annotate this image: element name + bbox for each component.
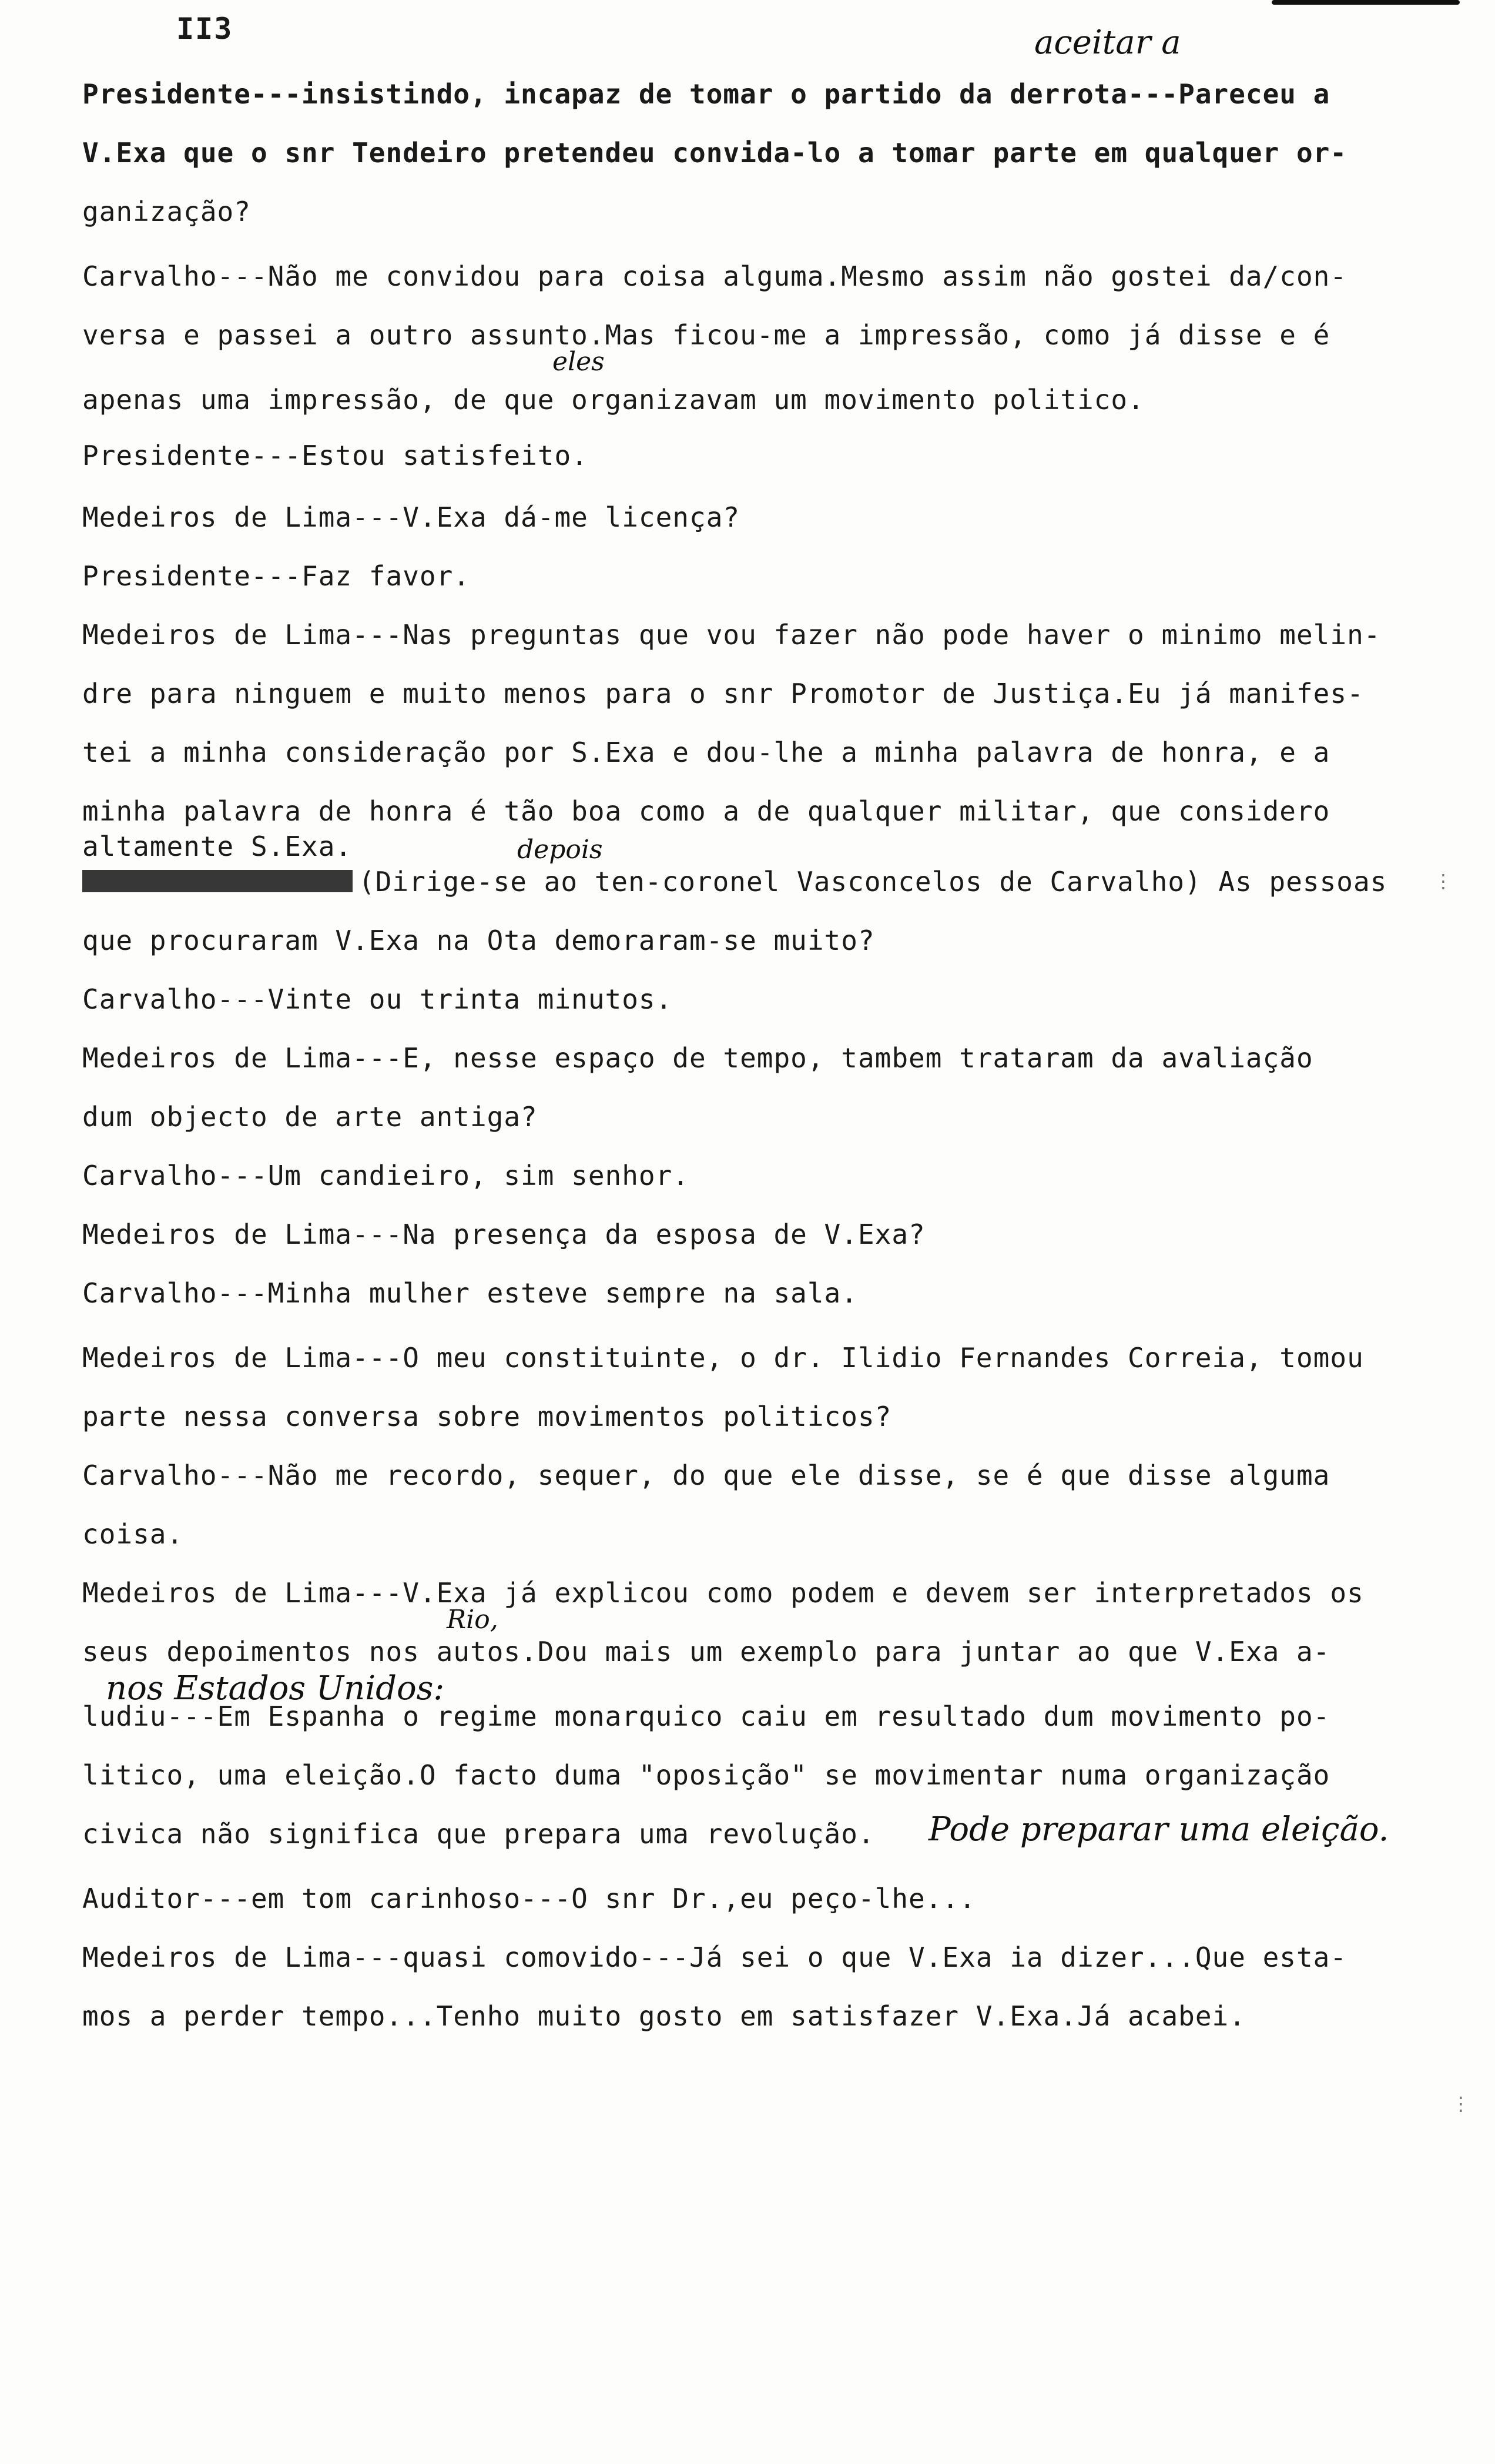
text-line: Carvalho---Vinte ou trinta minutos. [82, 983, 673, 1015]
text-line: seus depoimentos nos autos.Dou mais um exemplo para juntar ao que V.Exa a- [82, 1636, 1330, 1668]
struck-out-text [82, 870, 353, 892]
handwritten-note: aceitar a [1034, 24, 1181, 62]
text-line: Medeiros de Lima---O meu constituinte, o dr. Ilidio Fernandes Correia, tomou [82, 1342, 1364, 1374]
margin-mark: ⋮ [1452, 2093, 1470, 2115]
handwritten-note: nos Estados Unidos: [106, 1669, 445, 1708]
text-line: apenas uma impressão, de que organizavam um movimento politico. [82, 384, 1145, 416]
handwritten-note: depois [517, 835, 603, 865]
page-number: II3 [176, 12, 233, 46]
text-line: Carvalho---Não me recordo, sequer, do que ele disse, se é que disse alguma [82, 1459, 1330, 1491]
text-line: Carvalho---Minha mulher esteve sempre na sala. [82, 1277, 858, 1309]
text-line: parte nessa conversa sobre movimentos politicos? [82, 1401, 892, 1432]
top-edge-mark [1272, 0, 1460, 5]
text-line: Medeiros de Lima---quasi comovido---Já sei o que V.Exa ia dizer...Que esta- [82, 1941, 1347, 1973]
text-line: litico, uma eleição.O facto duma "oposição" se movimentar numa organização [82, 1759, 1330, 1791]
text-line: Carvalho---Não me convidou para coisa alguma.Mesmo assim não gostei da/con- [82, 260, 1347, 292]
handwritten-note: Pode preparar uma eleição. [928, 1810, 1389, 1849]
text-line: ludiu---Em Espanha o regime monarquico caiu em resultado dum movimento po- [82, 1700, 1330, 1732]
text-line: Medeiros de Lima---Na presença da esposa de V.Exa? [82, 1218, 926, 1250]
text-line: civica não significa que prepara uma revolução. [82, 1818, 875, 1850]
text-line: V.Exa que o snr Tendeiro pretendeu convida-lo a tomar parte em qualquer or- [82, 137, 1347, 169]
text-line: altamente S.Exa. [82, 831, 353, 862]
text-line: Presidente---Faz favor. [82, 560, 470, 592]
text-line: tei a minha consideração por S.Exa e dou-lhe a minha palavra de honra, e a [82, 736, 1330, 768]
text-line: Carvalho---Um candieiro, sim senhor. [82, 1160, 689, 1191]
text-line: ganização? [82, 196, 251, 227]
text-line: Medeiros de Lima---V.Exa dá-me licença? [82, 501, 740, 533]
text-line: Medeiros de Lima---E, nesse espaço de tempo, tambem trataram da avaliação [82, 1042, 1313, 1074]
handwritten-note: Rio, [447, 1605, 498, 1635]
text-line: dum objecto de arte antiga? [82, 1101, 538, 1133]
text-line: versa e passei a outro assunto.Mas ficou-me a impressão, como já disse e é [82, 319, 1330, 351]
text-line: Medeiros de Lima---Nas preguntas que vou fazer não pode haver o minimo melin- [82, 619, 1381, 651]
text-line: coisa. [82, 1518, 184, 1550]
text-line: Medeiros de Lima---V.Exa já explicou como podem e devem ser interpretados os [82, 1577, 1364, 1609]
margin-mark: ⋮ [1434, 870, 1453, 892]
text-line: Auditor---em tom carinhoso---O snr Dr.,eu peço-lhe... [82, 1883, 976, 1914]
text-line: que procuraram V.Exa na Ota demoraram-se muito? [82, 925, 875, 956]
text-line: Presidente---Estou satisfeito. [82, 440, 588, 471]
text-line: Presidente---insistindo, incapaz de tomar o partido da derrota---Pareceu a [82, 78, 1330, 110]
text-line: minha palavra de honra é tão boa como a de qualquer militar, que considero [82, 795, 1330, 827]
text-line: (Dirige-se ao ten-coronel Vasconcelos de Carvalho) As pessoas [358, 866, 1387, 898]
text-line: mos a perder tempo...Tenho muito gosto em satisfazer V.Exa.Já acabei. [82, 2000, 1246, 2032]
handwritten-note: eles [552, 347, 605, 377]
text-line: dre para ninguem e muito menos para o snr Promotor de Justiça.Eu já manifes- [82, 678, 1364, 709]
